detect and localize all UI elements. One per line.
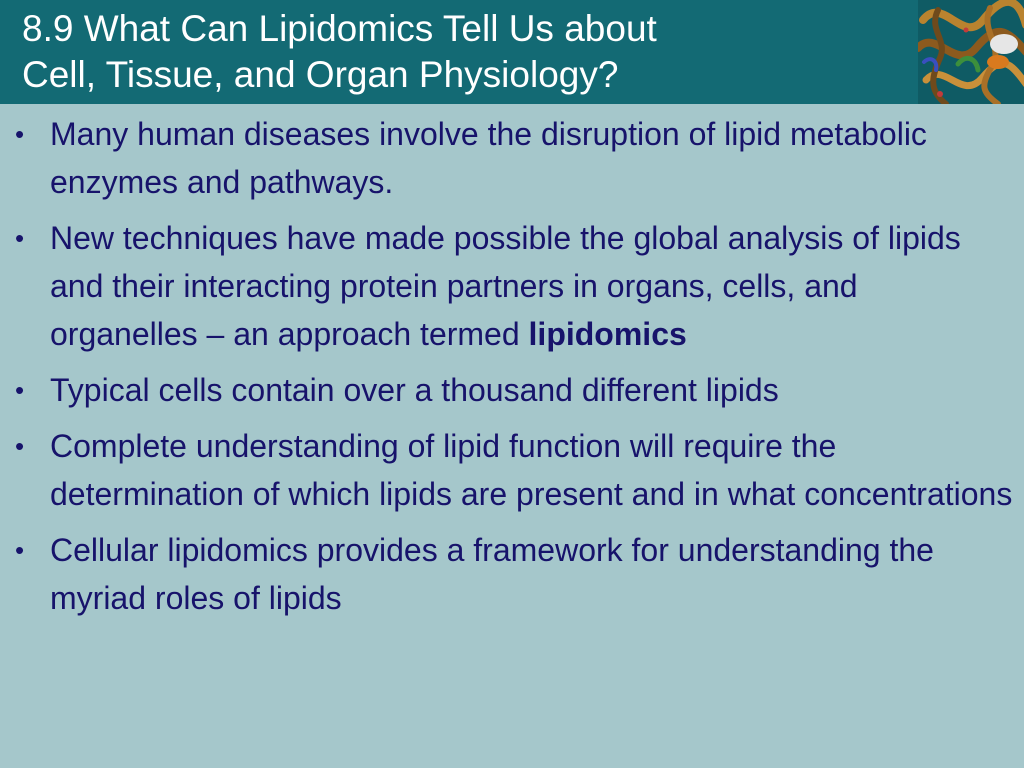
bullet-text: New techniques have made possible the global analysis of lipids and their interacting protein partners in organs, cells, and organelles – an approach termed (50, 220, 961, 352)
title-bar (0, 0, 918, 104)
bullet-item (0, 526, 1024, 622)
bullet-item (0, 366, 1024, 414)
bullet-text: Cellular lipidomics provides a framework for understanding the myriad roles of lipids (50, 532, 934, 616)
bullet-text: Many human diseases involve the disruption of lipid metabolic enzymes and pathways. (50, 116, 927, 200)
bullet-marker: • (15, 223, 25, 253)
protein-helix-structure-icon (918, 0, 1024, 104)
slide-title-line-1: 8.9 What Can Lipidomics Tell Us about (22, 8, 657, 49)
bullet-text: Complete understanding of lipid function will require the determination of which lipids are present and in what concentrations (50, 428, 1013, 512)
bullet-marker: • (15, 431, 25, 461)
bullet-list (0, 110, 1024, 630)
bullet-bold-term: lipidomics (528, 316, 687, 352)
bullet-item (0, 110, 1024, 206)
bullet-marker: • (15, 375, 25, 405)
bullet-item (0, 214, 1024, 358)
slide-title (22, 6, 912, 98)
bullet-marker: • (15, 535, 25, 565)
bullet-item (0, 422, 1024, 518)
bullet-text: Typical cells contain over a thousand different lipids (50, 372, 779, 408)
slide-title-line-2: Cell, Tissue, and Organ Physiology? (22, 54, 619, 95)
bullet-marker: • (15, 119, 25, 149)
